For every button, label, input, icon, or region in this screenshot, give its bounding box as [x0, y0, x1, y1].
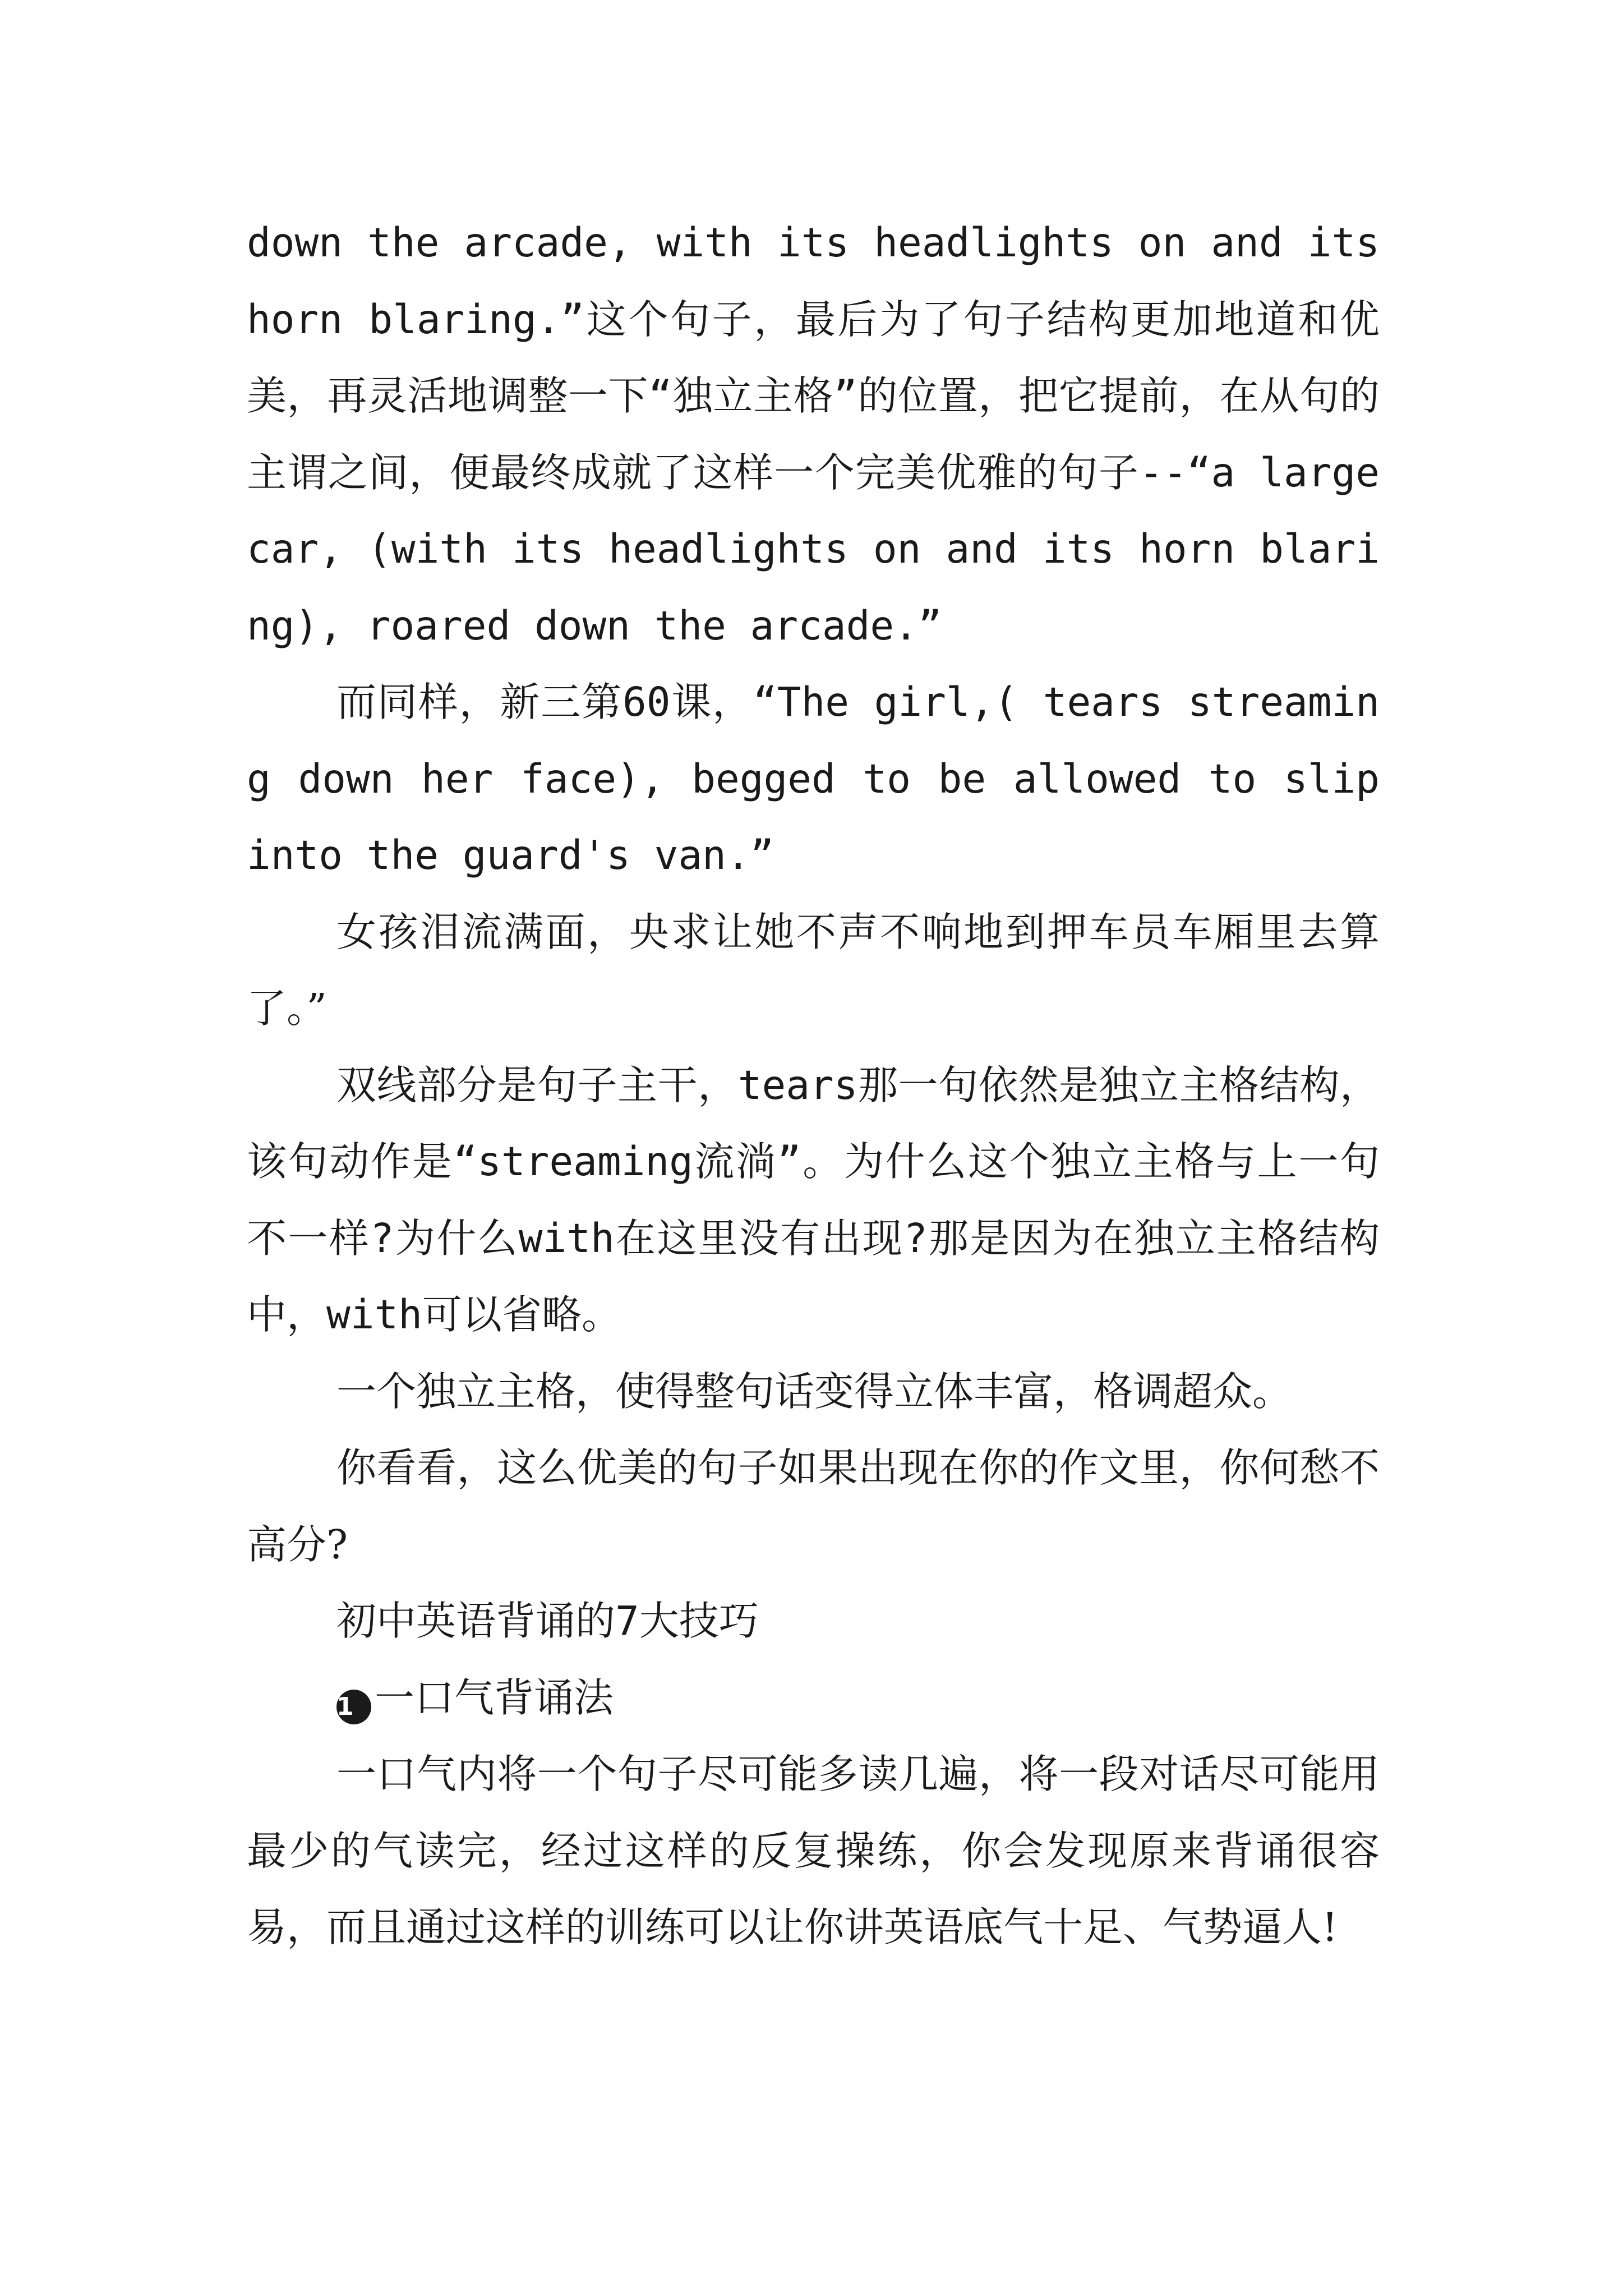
tip-heading [247, 1660, 1380, 1737]
number-bullet-icon: 1 [336, 1690, 371, 1724]
tip-body: 一口气内将一个句子尽可能多读几遍，将一段对话尽可能用最少的气读完，经过这样的反复操练，你会发现原来背诵很容易，而且通过这样的训练可以让你讲英语底气十足、气势逼人! [247, 1751, 1380, 1950]
paragraph-summary: 一个独立主格，使得整句话变得立体丰富，格调超众。 [336, 1368, 1293, 1415]
section-heading: 初中英语背诵的7大技巧 [336, 1598, 759, 1644]
document-body [247, 205, 1380, 1966]
paragraph-lesson-60-example: 而同样，新三第60课，“The girl,( tears streaming down her face), begged to be allowed to slip into the guard's van.” [247, 679, 1380, 878]
paragraph-conclusion: 你看看，这么优美的句子如果出现在你的作文里，你何愁不高分? [247, 1444, 1380, 1568]
paragraph-explanation: 双线部分是句子主干，tears那一句依然是独立主格结构，该句动作是“streaming流淌”。为什么这个独立主格与上一句不一样?为什么with在这里没有出现?那是因为在独立主格结构中，with可以省略。 [247, 1061, 1380, 1338]
paragraph-continuation: down the arcade, with its headlights on and its horn blaring.”这个句子，最后为了句子结构更加地道和优美，再灵活地调整一下“独立主格”的位置，把它提前，在从句的主谓之间，便最终成就了这样一个完美优雅的句子--“a large car, (with its headlights on and its horn blaring), roared down the arcade.” [247, 219, 1380, 649]
paragraph-translation: 女孩泪流满面，央求让她不声不响地到押车员车厢里去算了。” [247, 908, 1380, 1032]
tip-heading-text: 一口气背诵法 [375, 1674, 614, 1721]
